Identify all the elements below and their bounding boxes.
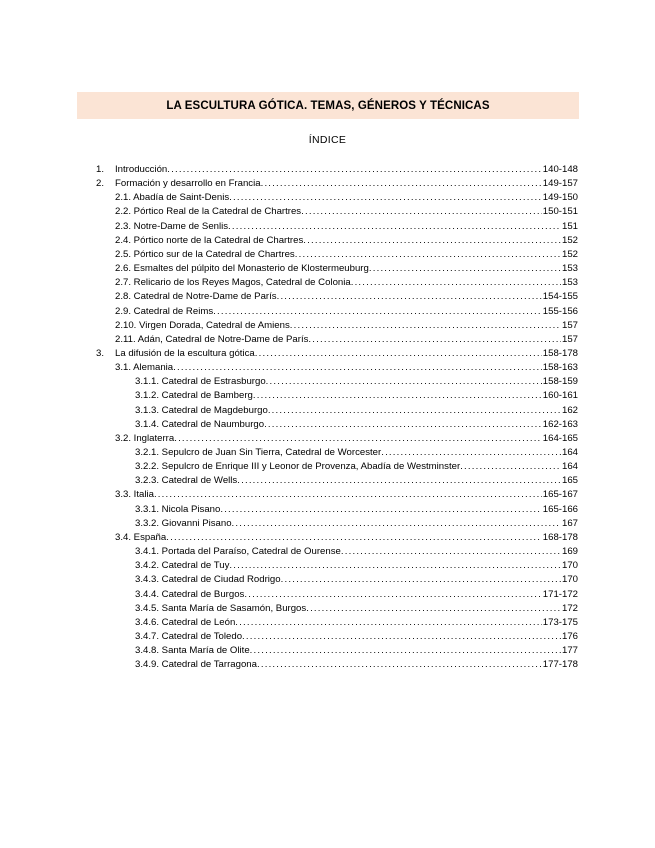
toc-dot-leader bbox=[295, 248, 561, 262]
toc-dot-leader bbox=[381, 446, 561, 460]
toc-dot-leader bbox=[290, 319, 561, 333]
toc-entry-label: 3.3. Italia bbox=[115, 489, 154, 501]
toc-entry-pages: 152 bbox=[561, 248, 578, 260]
toc-entry-label: Introducción bbox=[115, 164, 168, 175]
toc-entry bbox=[135, 559, 578, 573]
toc-entry-pages: 153 bbox=[561, 263, 578, 275]
toc-dot-leader bbox=[268, 404, 561, 418]
toc-dot-leader bbox=[166, 531, 542, 545]
toc-entry-label: 3.1. Alemania bbox=[115, 362, 174, 374]
toc-entry-label: 3.1.3. Catedral de Magdeburgo bbox=[135, 404, 268, 416]
toc-dot-leader bbox=[220, 503, 541, 517]
toc-dot-leader bbox=[213, 305, 542, 319]
toc-entry bbox=[135, 389, 578, 403]
toc-entry-label: 3.4.1. Portada del Paraíso, Catedral de Ourense bbox=[135, 546, 341, 558]
toc-entry bbox=[115, 234, 578, 248]
toc-entry bbox=[96, 347, 578, 361]
toc-entry bbox=[135, 616, 578, 630]
toc-entry bbox=[135, 630, 578, 644]
toc-entry bbox=[115, 220, 578, 234]
toc-entry-label: 3.3.1. Nicola Pisano bbox=[135, 503, 221, 515]
toc-entry-label: 3.3.2. Giovanni Pisano bbox=[135, 517, 232, 529]
toc-entry-pages: 164-165 bbox=[542, 432, 578, 444]
toc-dot-leader bbox=[308, 333, 561, 347]
toc-entry-label: Formación y desarrollo en Francia bbox=[115, 178, 261, 190]
toc-dot-leader bbox=[277, 290, 542, 304]
toc-dot-leader bbox=[369, 262, 561, 276]
toc-entry-pages: 176 bbox=[561, 630, 578, 642]
toc-entry-label: 3.4.3. Catedral de Ciudad Rodrigo bbox=[135, 574, 281, 586]
toc-dot-leader bbox=[174, 432, 542, 446]
toc-entry-label: 3.4.5. Santa María de Sasamón, Burgos bbox=[135, 602, 307, 614]
toc-entry-label: 3.2.3. Catedral de Wells bbox=[135, 475, 238, 487]
toc-entry-label: 2.3. Notre-Dame de Senlis bbox=[115, 220, 229, 232]
toc-dot-leader bbox=[229, 559, 561, 573]
toc-entry-pages: 151 bbox=[561, 220, 578, 232]
toc-dot-leader bbox=[306, 602, 561, 616]
toc-entry-pages: 164 bbox=[561, 447, 578, 458]
index-heading: ÍNDICE bbox=[308, 134, 347, 146]
toc-entry bbox=[115, 205, 578, 219]
toc-entry bbox=[115, 333, 578, 347]
toc-dot-leader bbox=[228, 220, 561, 234]
document-title: LA ESCULTURA GÓTICA. TEMAS, GÉNEROS Y TÉCNICAS bbox=[166, 99, 490, 112]
toc-entry-label: 2.11. Adán, Catedral de Notre-Dame de París bbox=[115, 333, 309, 345]
toc-entry-number: 2. bbox=[96, 178, 105, 190]
toc-dot-leader bbox=[173, 361, 542, 375]
toc-entry-pages: 154-155 bbox=[542, 291, 578, 303]
toc-entry-label: 3.4.8. Santa María de Olite bbox=[135, 645, 250, 657]
toc-entry bbox=[135, 588, 578, 602]
toc-entry-pages: 140-148 bbox=[542, 164, 578, 175]
toc-entry-label: 3.1.1. Catedral de Estrasburgo bbox=[135, 376, 266, 388]
toc-entry-pages: 169 bbox=[561, 546, 578, 558]
toc-entry-label: 3.2. Inglaterra bbox=[115, 432, 175, 444]
toc-entry bbox=[115, 276, 578, 290]
toc-dot-leader bbox=[341, 545, 561, 559]
toc-entry-pages: 160-161 bbox=[542, 390, 578, 402]
toc-entry-label: 2.6. Esmaltes del púlpito del Monasterio de Klostermeuburg bbox=[115, 263, 369, 275]
toc-dot-leader bbox=[167, 163, 542, 177]
toc-entry-pages: 153 bbox=[561, 277, 578, 289]
toc-dot-leader bbox=[303, 234, 561, 248]
toc-entry bbox=[135, 404, 578, 418]
toc-entry-pages: 170 bbox=[561, 574, 578, 586]
toc-entry-label: 2.8. Catedral de Notre-Dame de París bbox=[115, 291, 277, 303]
toc-entry bbox=[135, 375, 578, 389]
toc-entry-pages: 152 bbox=[561, 234, 578, 246]
toc-entry-pages: 168-178 bbox=[542, 531, 578, 543]
toc-dot-leader bbox=[235, 616, 542, 630]
toc-entry-label: 2.7. Relicario de los Reyes Magos, Catedral de Colonia bbox=[115, 277, 351, 289]
toc-entry-pages: 149-150 bbox=[542, 192, 578, 204]
toc-dot-leader bbox=[257, 658, 542, 672]
toc-entry-pages: 158-178 bbox=[542, 347, 578, 359]
toc-entry bbox=[115, 191, 578, 205]
toc-dot-leader bbox=[261, 177, 542, 191]
toc-entry bbox=[135, 474, 578, 488]
toc-entry bbox=[135, 658, 578, 672]
toc-entry-label: 2.9. Catedral de Reims bbox=[115, 305, 214, 317]
toc-entry-pages: 172 bbox=[561, 602, 578, 614]
toc-entry-label: 3.4. España bbox=[115, 531, 167, 543]
toc-entry-number: 1. bbox=[96, 164, 105, 175]
toc-entry bbox=[115, 290, 578, 304]
toc-entry bbox=[135, 460, 578, 474]
toc-entry-label: 3.1.2. Catedral de Bamberg bbox=[135, 390, 253, 402]
toc-entry-pages: 157 bbox=[561, 319, 578, 331]
toc-dot-leader bbox=[264, 418, 542, 432]
toc-entry bbox=[135, 545, 578, 559]
toc-entry bbox=[96, 163, 578, 177]
toc-entry bbox=[115, 361, 578, 375]
toc-entry-label: 3.4.6. Catedral de León bbox=[135, 616, 236, 628]
toc-entry-pages: 157 bbox=[561, 333, 578, 345]
toc-entry-label: 2.5. Pórtico sur de la Catedral de Chartres bbox=[115, 248, 295, 260]
toc-dot-leader bbox=[255, 347, 542, 361]
toc-entry-pages: 162 bbox=[561, 404, 578, 416]
toc-entry-label: La difusión de la escultura gótica bbox=[115, 347, 255, 359]
toc-entry-pages: 170 bbox=[561, 560, 578, 572]
toc-entry-pages: 158-163 bbox=[542, 362, 578, 374]
toc-entry bbox=[135, 517, 578, 531]
toc-entry-label: 3.4.7. Catedral de Toledo bbox=[135, 630, 243, 642]
toc-entry-label: 2.4. Pórtico norte de la Catedral de Chartres bbox=[115, 234, 304, 246]
toc-entry-label: 3.4.4. Catedral de Burgos bbox=[135, 588, 245, 600]
toc-entry-pages: 164 bbox=[561, 461, 578, 473]
toc-entry-pages: 177-178 bbox=[542, 659, 578, 671]
toc-entry bbox=[115, 319, 578, 333]
toc-entry-pages: 149-157 bbox=[542, 178, 578, 190]
toc-dot-leader bbox=[232, 517, 561, 531]
toc-dot-leader bbox=[460, 460, 561, 474]
toc-entry bbox=[115, 488, 578, 502]
toc-entry-pages: 162-163 bbox=[542, 418, 578, 430]
toc-entry-label: 3.1.4. Catedral de Naumburgo bbox=[135, 418, 265, 430]
toc-entry-pages: 165-166 bbox=[542, 503, 578, 515]
toc-entry-pages: 171-172 bbox=[542, 588, 578, 600]
toc-entry-label: 2.2. Pórtico Real de la Catedral de Chartres bbox=[115, 206, 302, 218]
document-title-bar bbox=[77, 92, 579, 119]
toc-entry-pages: 155-156 bbox=[542, 305, 578, 317]
toc-entry bbox=[115, 248, 578, 262]
toc-entry-pages: 165-167 bbox=[542, 489, 578, 501]
toc-dot-leader bbox=[253, 389, 542, 403]
toc-entry bbox=[135, 573, 578, 587]
toc-entry bbox=[96, 177, 578, 191]
toc-entry bbox=[135, 602, 578, 616]
toc-dot-leader bbox=[237, 474, 561, 488]
toc-entry bbox=[115, 531, 578, 545]
toc-dot-leader bbox=[244, 588, 541, 602]
toc-dot-leader bbox=[301, 205, 542, 219]
toc-dot-leader bbox=[229, 191, 542, 205]
toc-entry-label: 3.2.1. Sepulcro de Juan Sin Tierra, Catedral de Worcester bbox=[135, 447, 382, 458]
toc-entry-label: 2.1. Abadía de Saint-Denis bbox=[115, 192, 230, 204]
toc-entry-label: 3.4.9. Catedral de Tarragona bbox=[135, 659, 257, 671]
toc-entry-pages: 150-151 bbox=[542, 206, 578, 218]
toc-entry bbox=[135, 644, 578, 658]
toc-entry-label: 3.2.2. Sepulcro de Enrique III y Leonor de Provenza, Abadía de Westminster bbox=[135, 461, 461, 473]
toc-entry-pages: 173-175 bbox=[542, 616, 578, 628]
toc-entry bbox=[135, 503, 578, 517]
toc-entry-pages: 158-159 bbox=[542, 376, 578, 388]
toc-entry bbox=[135, 446, 578, 460]
toc-entry bbox=[115, 262, 578, 276]
toc-entry-label: 2.10. Virgen Dorada, Catedral de Amiens bbox=[115, 319, 290, 331]
toc-entry bbox=[115, 432, 578, 446]
toc-entry bbox=[135, 418, 578, 432]
toc-entry-pages: 165 bbox=[561, 475, 578, 487]
toc-dot-leader bbox=[154, 488, 542, 502]
toc-dot-leader bbox=[281, 573, 561, 587]
toc-dot-leader bbox=[351, 276, 561, 290]
toc-entry-label: 3.4.2. Catedral de Tuy bbox=[135, 560, 230, 572]
toc-dot-leader bbox=[250, 644, 561, 658]
toc-entry-pages: 177 bbox=[561, 645, 578, 657]
toc-entry-number: 3. bbox=[96, 347, 105, 359]
toc-dot-leader bbox=[242, 630, 561, 644]
toc-entry-pages: 167 bbox=[561, 517, 578, 529]
toc-entry bbox=[115, 305, 578, 319]
toc-dot-leader bbox=[266, 375, 542, 389]
